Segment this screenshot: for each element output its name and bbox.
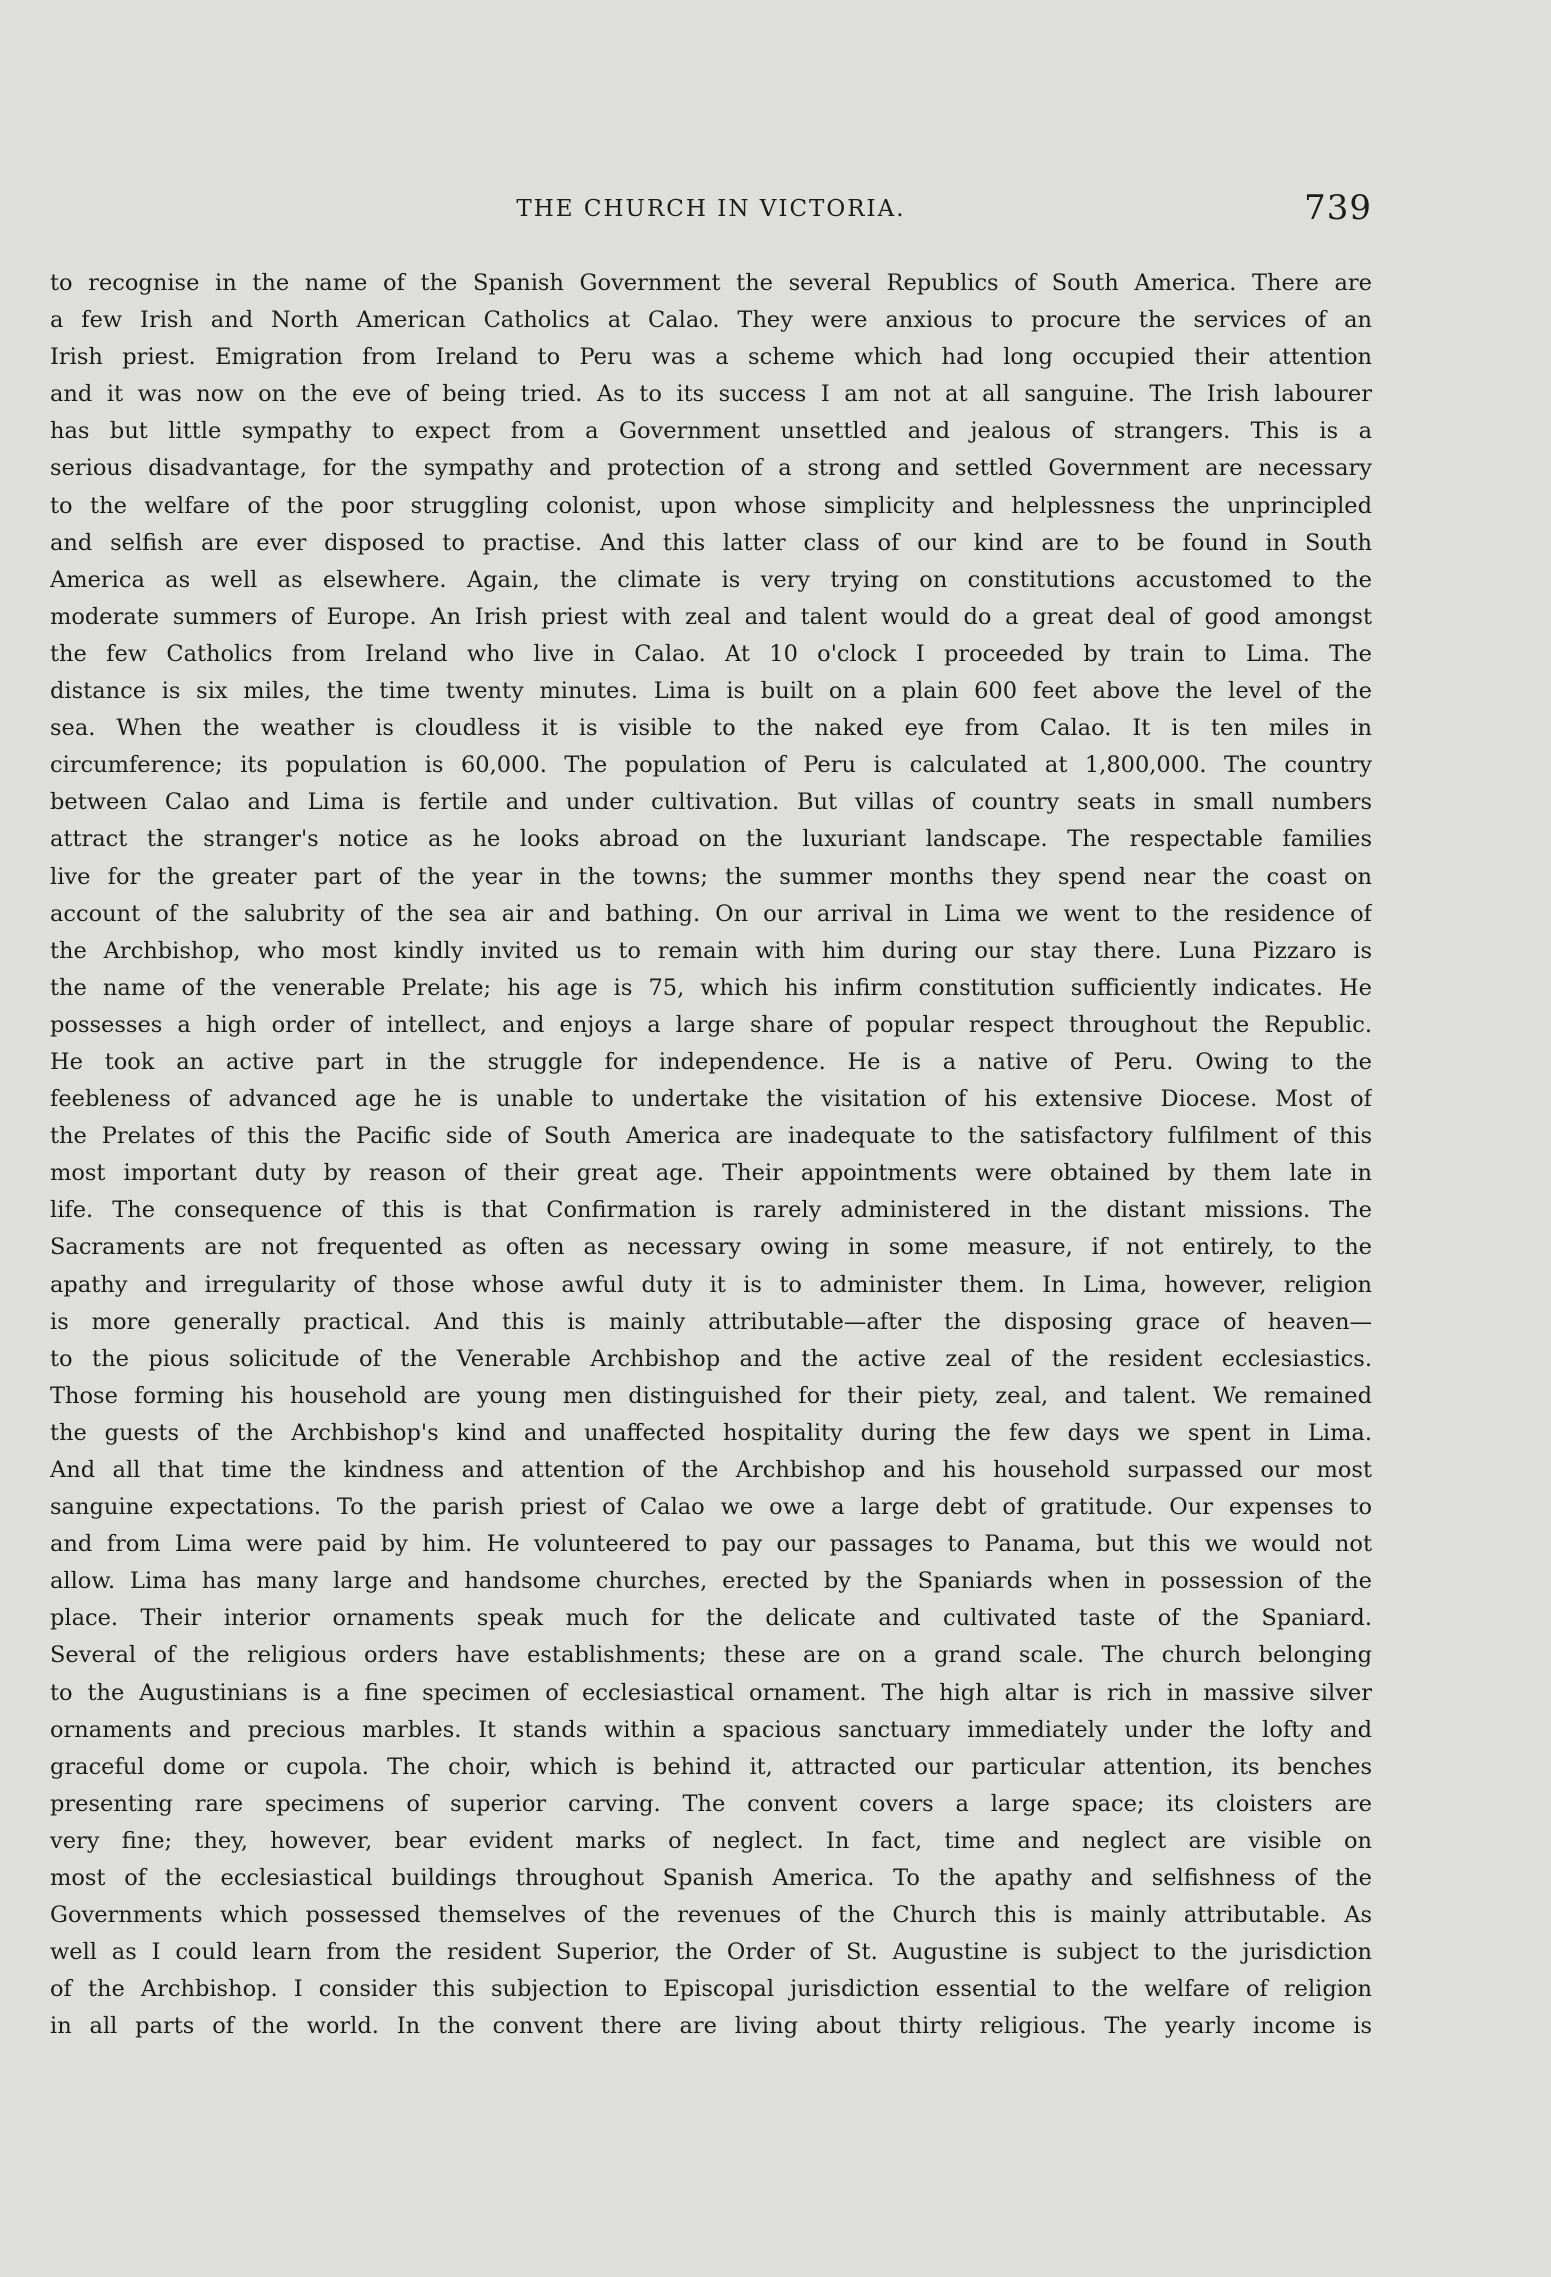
text-line: to the Augustinians is a fine specimen of ecclesiastical ornament. The high altar is rich in massive silver bbox=[50, 1679, 1372, 1706]
text-line: account of the salubrity of the sea air and bathing. On our arrival in Lima we went to the residence of bbox=[50, 900, 1372, 927]
text-line: is more generally practical. And this is mainly attributable—after the disposing grace of heaven— bbox=[50, 1308, 1372, 1335]
body-text bbox=[50, 265, 1372, 2046]
text-line: life. The consequence of this is that Confirmation is rarely administered in the distant missions. The bbox=[50, 1197, 1372, 1224]
text-line: well as I could learn from the resident Superior, the Order of St. Augustine is subject to the jurisdiction bbox=[50, 1939, 1372, 1966]
page-number: 739 bbox=[1304, 188, 1372, 228]
text-line: to recognise in the name of the Spanish Government the several Republics of South America. There are bbox=[50, 270, 1372, 296]
text-line: the few Catholics from Ireland who live in Calao. At 10 o'clock I proceeded by train to Lima. The bbox=[50, 640, 1372, 667]
text-line: ornaments and precious marbles. It stands within a spacious sanctuary immediately under the lofty and bbox=[50, 1716, 1372, 1743]
running-title: THE CHURCH IN VICTORIA. bbox=[516, 196, 906, 222]
text-line: live for the greater part of the year in the towns; the summer months they spend near the coast on bbox=[50, 863, 1372, 890]
text-line: place. Their interior ornaments speak much for the delicate and cultivated taste of the Spaniard. bbox=[50, 1605, 1372, 1632]
text-line: to the pious solicitude of the Venerable Archbishop and the active zeal of the resident ecclesiastics. bbox=[50, 1345, 1372, 1372]
text-line: Those forming his household are young men distinguished for their piety, zeal, and talent. We remained bbox=[50, 1382, 1372, 1409]
text-line: very fine; they, however, bear evident marks of neglect. In fact, time and neglect are visible on bbox=[50, 1827, 1372, 1854]
text-line: Several of the religious orders have establishments; these are on a grand scale. The church belonging bbox=[50, 1642, 1372, 1669]
text-line: of the Archbishop. I consider this subjection to Episcopal jurisdiction essential to the welfare of religion bbox=[50, 1976, 1372, 2003]
text-line: allow. Lima has many large and handsome churches, erected by the Spaniards when in possession of the bbox=[50, 1568, 1372, 1595]
text-line: has but little sympathy to expect from a Government unsettled and jealous of strangers. This is a bbox=[50, 418, 1372, 445]
text-line: possesses a high order of intellect, and enjoys a large share of popular respect throughout the Republic. bbox=[50, 1011, 1372, 1038]
text-line: in all parts of the world. In the convent there are living about thirty religious. The yearly income is bbox=[50, 2013, 1372, 2040]
text-line: the guests of the Archbishop's kind and unaffected hospitality during the few days we spent in Lima. bbox=[50, 1419, 1372, 1446]
text-line: to the welfare of the poor struggling colonist, upon whose simplicity and helplessness the unprincipled bbox=[50, 492, 1372, 519]
text-line: graceful dome or cupola. The choir, which is behind it, attracted our particular attention, its benches bbox=[50, 1753, 1372, 1780]
text-line: circumference; its population is 60,000. The population of Peru is calculated at 1,800,000. The country bbox=[50, 752, 1372, 779]
text-line: serious disadvantage, for the sympathy and protection of a strong and settled Government are necessary bbox=[50, 455, 1372, 482]
text-line: presenting rare specimens of superior carving. The convent covers a large space; its cloisters are bbox=[50, 1790, 1372, 1817]
text-line: sea. When the weather is cloudless it is visible to the naked eye from Calao. It is ten miles in bbox=[50, 715, 1372, 742]
text-line: sanguine expectations. To the parish priest of Calao we owe a large debt of gratitude. Our expenses to bbox=[50, 1494, 1372, 1521]
text-line: the Archbishop, who most kindly invited us to remain with him during our stay there. Luna Pizzaro is bbox=[50, 937, 1372, 964]
text-line: Governments which possessed themselves of the revenues of the Church this is mainly attributable. As bbox=[50, 1902, 1372, 1929]
text-line: He took an active part in the struggle for independence. He is a native of Peru. Owing to the bbox=[50, 1048, 1372, 1075]
text-line: feebleness of advanced age he is unable to undertake the visitation of his extensive Diocese. Most of bbox=[50, 1086, 1372, 1113]
text-line: the Prelates of this the Pacific side of South America are inadequate to the satisfactory fulfilment of this bbox=[50, 1123, 1372, 1150]
text-line: Sacraments are not frequented as often as necessary owing in some measure, if not entirely, to the bbox=[50, 1234, 1372, 1261]
text-line: attract the stranger's notice as he looks abroad on the luxuriant landscape. The respectable families bbox=[50, 826, 1372, 853]
running-header bbox=[50, 188, 1372, 228]
text-line: Irish priest. Emigration from Ireland to Peru was a scheme which had long occupied their attention bbox=[50, 344, 1372, 371]
text-line: the name of the venerable Prelate; his age is 75, which his infirm constitution sufficiently indicates. He bbox=[50, 974, 1372, 1001]
text-line: America as well as elsewhere. Again, the climate is very trying on constitutions accustomed to the bbox=[50, 566, 1372, 593]
text-line: And all that time the kindness and attention of the Archbishop and his household surpassed our most bbox=[50, 1457, 1372, 1483]
text-line: most of the ecclesiastical buildings throughout Spanish America. To the apathy and selfishness of the bbox=[50, 1865, 1372, 1892]
text-line: most important duty by reason of their great age. Their appointments were obtained by them late in bbox=[50, 1160, 1372, 1187]
text-line: moderate summers of Europe. An Irish priest with zeal and talent would do a great deal of good amongst bbox=[50, 603, 1372, 630]
text-line: and from Lima were paid by him. He volunteered to pay our passages to Panama, but this we would not bbox=[50, 1531, 1372, 1558]
text-line: between Calao and Lima is fertile and under cultivation. But villas of country seats in small numbers bbox=[50, 789, 1372, 816]
text-line: distance is six miles, the time twenty minutes. Lima is built on a plain 600 feet above the level of the bbox=[50, 678, 1372, 705]
text-line: and selfish are ever disposed to practise. And this latter class of our kind are to be found in South bbox=[50, 529, 1372, 556]
text-line: and it was now on the eve of being tried. As to its success I am not at all sanguine. The Irish labourer bbox=[50, 381, 1372, 408]
text-line: a few Irish and North American Catholics at Calao. They were anxious to procure the services of an bbox=[50, 307, 1372, 334]
text-line: apathy and irregularity of those whose awful duty it is to administer them. In Lima, however, religion bbox=[50, 1271, 1372, 1298]
